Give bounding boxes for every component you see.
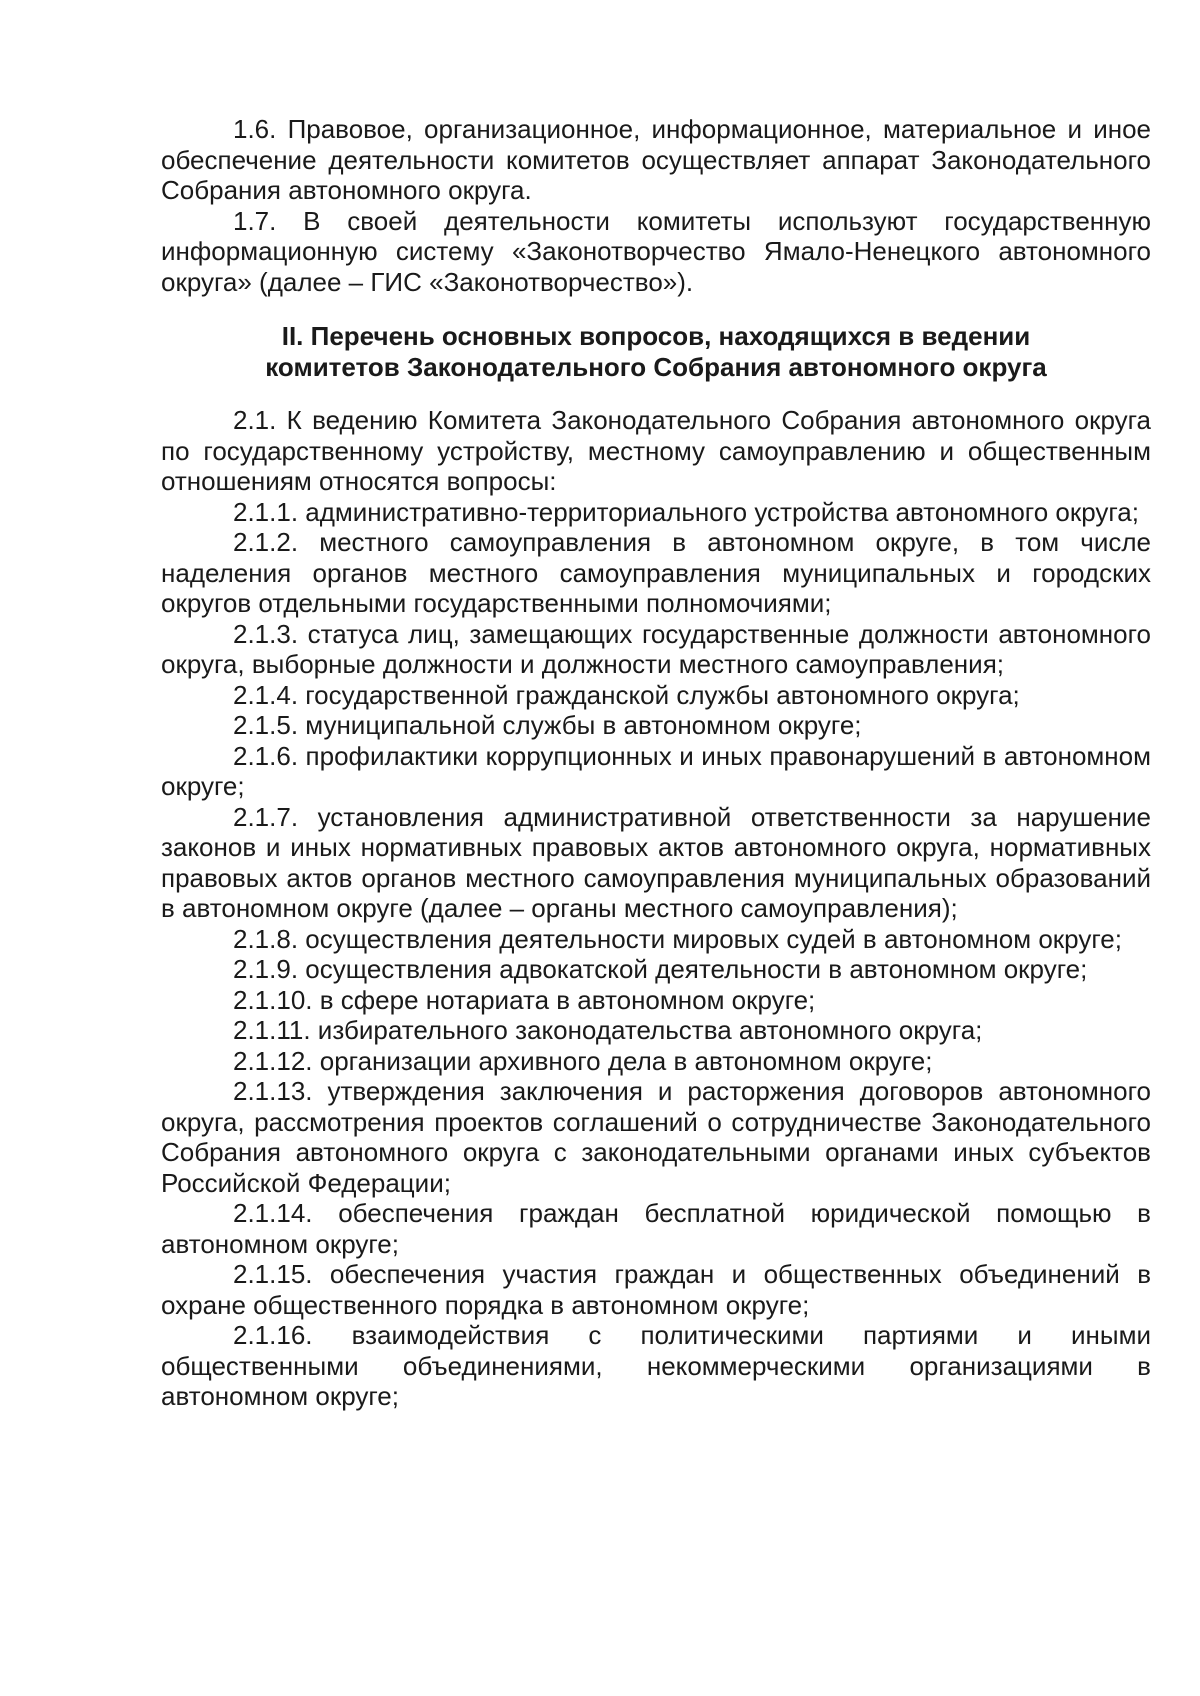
paragraph-2-1-15: 2.1.15. обеспечения участия граждан и общественных объединений в охране общественного порядка в автономном округе; <box>161 1259 1151 1320</box>
paragraph-2-1-12: 2.1.12. организации архивного дела в автономном округе; <box>233 1045 933 1076</box>
paragraph-2-1-16: 2.1.16. взаимодействия с политическими партиями и иными общественными объединениями, некоммерческими организациями в автономном округе; <box>161 1320 1151 1411</box>
paragraph-2-1-1: 2.1.1. административно-территориального устройства автономного округа; <box>233 496 1139 527</box>
section-heading-line-2: комитетов Законодательного Собрания автономного округа <box>265 352 1047 382</box>
paragraph-2-1-14: 2.1.14. обеспечения граждан бесплатной юридической помощью в автономном округе; <box>161 1198 1151 1259</box>
paragraph-1-7: 1.7. В своей деятельности комитеты используют государственную информационную систему «Законотворчество Ямало-Ненецкого автономного округа» (далее – ГИС «Законотворчество»). <box>161 205 1151 297</box>
paragraph-1-6: 1.6. Правовое, организационное, информационное, материальное и иное обеспечение деятельности комитетов осуществляет аппарат Законодательного Собрания автономного округа. <box>161 114 1151 205</box>
section-heading <box>161 321 1151 383</box>
paragraph-2-1-5: 2.1.5. муниципальной службы в автономном округе; <box>233 710 862 740</box>
paragraph-2-1-11: 2.1.11. избирательного законодательства автономного округа; <box>233 1015 983 1045</box>
paragraph-2-1-6: 2.1.6. профилактики коррупционных и иных правонарушений в автономном округе; <box>161 740 1151 801</box>
document-page <box>161 114 1151 1412</box>
paragraph-2-1-4: 2.1.4. государственной гражданской службы автономного округа; <box>233 679 1020 710</box>
paragraph-2-1-2: 2.1.2. местного самоуправления в автономном округе, в том числе наделения органов местного самоуправления муниципальных и городских округов отдельными государственными полномочиями; <box>161 527 1151 618</box>
paragraph-2-1-8: 2.1.8. осуществления деятельности мировых судей в автономном округе; <box>233 923 1122 954</box>
section-heading-line-1: II. Перечень основных вопросов, находящихся в ведении <box>281 321 1031 351</box>
paragraph-2-1-7: 2.1.7. установления административной ответственности за нарушение законов и иных нормативных правовых актов автономного округа, нормативных правовых актов органов местного самоуправления муниципальных образований в автономном округе (далее – органы местного самоуправления); <box>161 801 1151 923</box>
paragraph-2-1-13: 2.1.13. утверждения заключения и расторжения договоров автономного округа, рассмотрения проектов соглашений о сотрудничестве Законодательного Собрания автономного округа с законодательными органами иных субъектов Российской Федерации; <box>161 1076 1151 1198</box>
paragraph-2-1-9: 2.1.9. осуществления адвокатской деятельности в автономном округе; <box>233 954 1088 984</box>
paragraph-2-1-10: 2.1.10. в сфере нотариата в автономном округе; <box>233 984 816 1015</box>
paragraph-2-1-3: 2.1.3. статуса лиц, замещающих государственные должности автономного округа, выборные должности и должности местного самоуправления; <box>161 618 1151 679</box>
paragraph-2-1: 2.1. К ведению Комитета Законодательного Собрания автономного округа по государственному устройству, местному самоуправлению и общественным отношениям относятся вопросы: <box>161 405 1151 496</box>
